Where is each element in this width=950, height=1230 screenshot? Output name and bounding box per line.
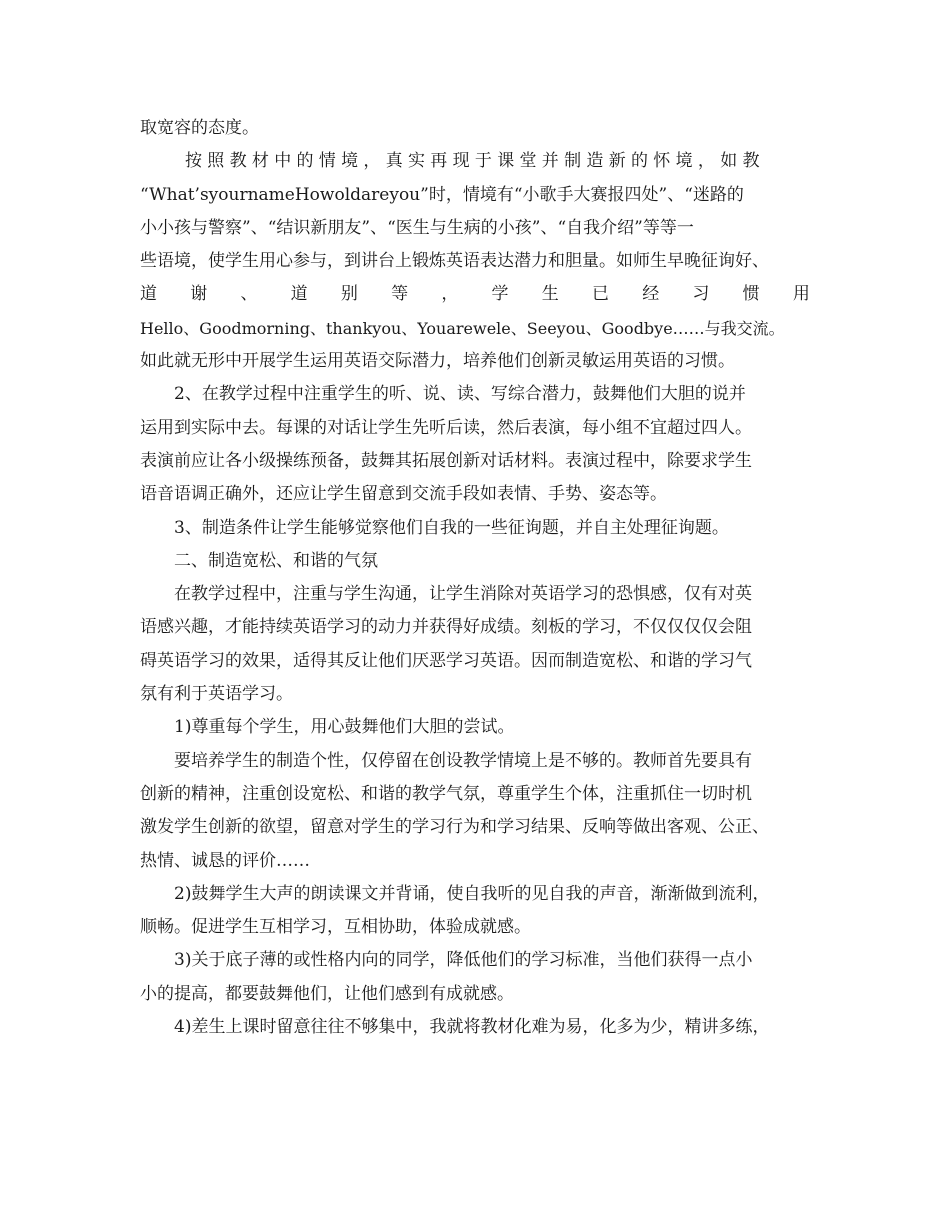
spread-char: 学: [491, 284, 509, 305]
spread-char: 道: [140, 284, 157, 305]
spread-char: 用: [792, 284, 810, 305]
text-line: 顺畅。促进学生互相学习，互相协助，体验成就感。: [140, 917, 531, 938]
text-line: 在教学过程中，注重与学生沟通，让学生消除对英语学习的恐惧感，仅有对英: [174, 584, 752, 605]
text-line: 表演前应让各小级操练预备，鼓舞其拓展创新对话材料。表演过程中，除要求学生: [140, 450, 752, 471]
section-heading: 二、制造宽松、和谐的气氛: [174, 550, 378, 571]
spread-char: 、: [240, 284, 258, 305]
text-line: 按照教材中的情境，真实再现于课堂并制造新的怀境，如教: [185, 151, 765, 172]
text-line: 3、制造条件让学生能够觉察他们自我的一些征询题，并自主处理征询题。: [174, 517, 729, 538]
text-line: 取宽容的态度。: [140, 118, 259, 138]
spread-char: 生: [541, 284, 559, 305]
text-line-spread: [140, 278, 812, 311]
text-line: 2、在教学过程中注重学生的听、说、读、写综合潜力，鼓舞他们大胆的说并: [174, 384, 746, 405]
spread-char: 道: [290, 284, 308, 305]
text-line: 1)尊重每个学生，用心鼓舞他们大胆的尝试。: [174, 717, 515, 738]
text-line: 运用到实际中去。每课的对话让学生先听后读，然后表演，每小组不宜超过四人。: [140, 417, 752, 438]
text-line: 语感兴趣，才能持续英语学习的动力并获得好成绩。刻板的学习，不仅仅仅仅会阻: [140, 617, 752, 638]
spread-char: 等: [391, 284, 409, 305]
text-line: 氛有利于英语学习。: [140, 684, 293, 705]
text-line: 小小孩与警察”、“结识新朋友”、“医生与生病的小孩”、“自我介绍”等等一: [140, 217, 694, 238]
text-line: 2)鼓舞学生大声的朗读课文并背诵，使自我听的见自我的声音，渐渐做到流利，: [174, 883, 770, 904]
text-line: 4)差生上课时留意往往不够集中，我就将教材化难为易，化多为少，精讲多练，: [174, 1017, 770, 1038]
spread-char: 经: [642, 284, 660, 305]
text-line: 激发学生创新的欲望，留意对学生的学习行为和学习结果、反响等做出客观、公正、: [140, 817, 769, 838]
spread-char: 习: [692, 284, 710, 305]
text-line: 些语境，使学生用心参与，到讲台上锻炼英语表达潜力和胆量。如师生早晚征询好、: [140, 251, 769, 272]
text-line: 碍英语学习的效果，适得其反让他们厌恶学习英语。因而制造宽松、和谐的学习气: [140, 650, 752, 671]
spread-char: 惯: [742, 284, 760, 305]
text-line: 语音语调正确外，还应让学生留意到交流手段如表情、手势、姿态等。: [140, 484, 667, 505]
spread-char: 别: [340, 284, 358, 305]
spread-char: 已: [591, 284, 609, 305]
text-line: 热情、诚恳的评价……: [140, 850, 310, 871]
text-line: 如此就无形中开展学生运用英语交际潜力，培养他们创新灵敏运用英语的习惯。: [140, 351, 735, 372]
document-body: [140, 112, 812, 1044]
spread-char: ，: [441, 284, 459, 305]
text-line: 小的提高，都要鼓舞他们，让他们感到有成就感。: [140, 983, 514, 1004]
text-line: 3)关于底子薄的或性格内向的同学，降低他们的学习标准，当他们获得一点小: [174, 950, 753, 971]
text-line: 创新的精神，注重创设宽松、和谐的教学气氛，尊重学生个体，注重抓住一切时机: [140, 783, 752, 804]
spread-char: 谢: [190, 284, 208, 305]
text-line: Hello、Goodmorning、thankyou、Youarewele、Seeyou、Goodbye……与我交流。: [140, 318, 785, 338]
text-line: “What’syournameHowoldareyou”时，情境有“小歌手大赛报四处”、“迷路的: [140, 184, 744, 205]
text-line: 要培养学生的制造个性，仅停留在创设教学情境上是不够的。教师首先要具有: [174, 750, 752, 771]
